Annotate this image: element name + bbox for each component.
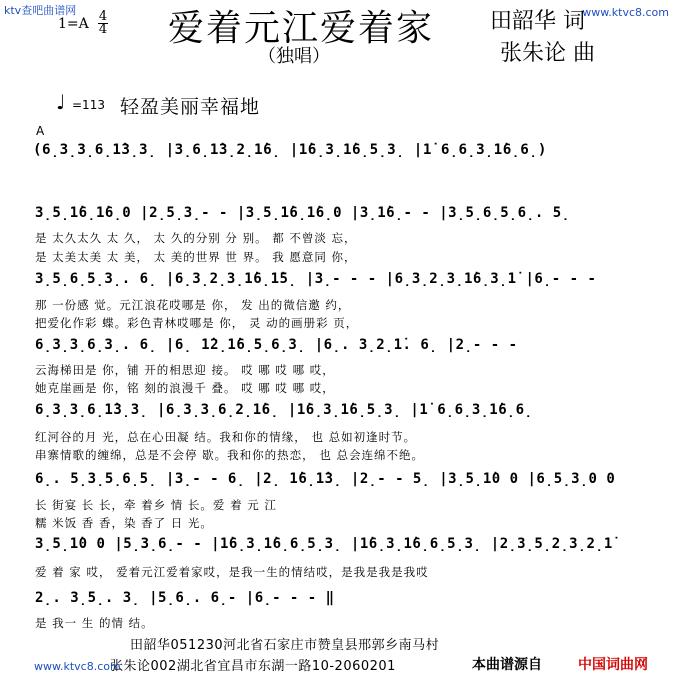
song-title: 爱着元江爱着家	[168, 8, 435, 49]
system-6-lyric-2: 糯 米饭 香 香，染 香了 日 光。	[35, 516, 213, 530]
system-3-notes: 3̣5̣6̣5̣3̣. 6̣ |6̣3̣2̣3̣1̇6̣1̇5̣ |3̣- - - |6̣3̣2̣3̣1̇6̣3̣1̇ |6̣- - -	[35, 271, 597, 287]
system-2-lyric-1: 是 太久太久 太 久， 太 久的分别 分 别。 都 不曾淡 忘，	[35, 231, 357, 245]
footer-lyricist-address: 田韶华051230河北省石家庄市赞皇县邢郭乡南马村	[130, 638, 440, 653]
time-denominator: 4	[98, 22, 108, 37]
watermark-bottom-left: www.ktvc8.com	[34, 660, 121, 673]
footer-composer-address: 张朱论002湖北省宜昌市东湖一路10-2060201	[110, 659, 396, 674]
footer-source-label: 本曲谱源自	[472, 657, 542, 673]
tempo-expression: 轻盈美丽幸福地	[120, 96, 261, 118]
system-5-lyric-1: 红河谷的月 光，总在心田凝 结。我和你的情缘， 也 总如初逢时节。	[35, 430, 417, 444]
footer-site-name: 中国词曲网	[578, 657, 648, 673]
system-4-lyric-2: 她克崖画是 你，铭 刻的浪漫千 叠。 哎 哪 哎 哪 哎，	[35, 381, 335, 395]
system-3-lyric-1: 那 一份感 觉。元江浪花哎哪是 你， 发 出的微信邀 约，	[35, 298, 351, 312]
key-signature: 1=A	[58, 16, 89, 32]
system-4-lyric-1: 云海梯田是 你，铺 开的相思迎 接。 哎 哪 哎 哪 哎，	[35, 363, 335, 377]
system-8-notes: 2̣. 3̣5̣. 3̣ |5̣6̣. 6̣- |6̣- - - ‖	[35, 590, 335, 606]
system-5-lyric-2: 串寨情歌的缠绵，总是不会停 歇。我和你的热恋， 也 总会连绵不绝。	[35, 448, 424, 462]
system-3-lyric-2: 把爱化作彩 蝶。彩色青林哎哪是 你， 灵 动的画册彩 页，	[35, 316, 359, 330]
time-numerator: 4	[98, 9, 108, 24]
quarter-note-icon: ♩	[56, 90, 66, 114]
system-2-lyric-2: 是 太美太美 太 美， 太 美的世界 世 界。 我 愿意同 你，	[35, 250, 357, 264]
system-6-lyric-1: 长 街宴 长 长，牵 着乡 情 长。爱 着 元 江	[35, 498, 277, 512]
system-5-notes: 6̣3̣3̣6̣1̇3̣3̣ |6̣3̣3̣6̣2̣1̇6̣ |1̇6̣3̣1̇6̣5̣3̣ |1̇ 6̣6̣3̣1̇6̣6̣	[35, 402, 533, 418]
watermark-top-right: www.ktvc8.com	[582, 6, 669, 19]
system-1-notes: (6̣3̣3̣6̣1̇3̣3̣ |3̣6̣1̇3̣2̣1̇6̣ |1̇6̣3̣1̇6̣5̣3̣ |1̇ 6̣6̣3̣1̇6̣6̣)	[33, 142, 547, 158]
system-4-notes: 6̣3̣3̣6̣3̣. 6̣ |6̣ 1̇2̣1̇6̣5̣6̣3̣ |6̣. 3̣2̣1̇. 6̣ |2̣- - -	[35, 337, 518, 353]
song-subtitle: （独唱）	[258, 46, 330, 67]
system-6-notes: 6̣. 5̣3̣5̣6̣5̣ |3̣- - 6̣ |2̣ 1̇6̣1̇3̣ |2̣- - 5̣ |3̣5̣1̇0 0 |6̣5̣3̣0 0	[35, 471, 616, 487]
system-7-lyric-1: 爱 着 家 哎， 爱着元江爱着家哎，是我一生的情结哎，是我是我是我哎	[35, 565, 429, 579]
system-8-lyric-1: 是 我一 生 的情 结。	[35, 616, 154, 630]
system-2-notes: 3̣5̣1̇6̣1̇6̣0 |2̣5̣3̣- - |3̣5̣1̇6̣1̇6̣0 |3̣1̇6̣- - |3̣5̣6̣5̣6̣. 5̣	[35, 205, 571, 221]
watermark-top-left: ktv查吧曲谱网	[4, 4, 77, 17]
tempo-bpm: =113	[72, 98, 105, 112]
system-7-notes: 3̣5̣1̇0 0 |5̣3̣6̣- - |1̇6̣3̣1̇6̣6̣5̣3̣ |1̇6̣3̣1̇6̣6̣5̣3̣ |2̣3̣5̣2̣3̣2̣1̇	[35, 536, 613, 552]
lyricist-credit: 田韶华 词	[490, 9, 585, 34]
composer-credit: 张朱论 曲	[500, 41, 595, 66]
time-signature	[98, 11, 108, 36]
section-label: A	[36, 124, 45, 138]
